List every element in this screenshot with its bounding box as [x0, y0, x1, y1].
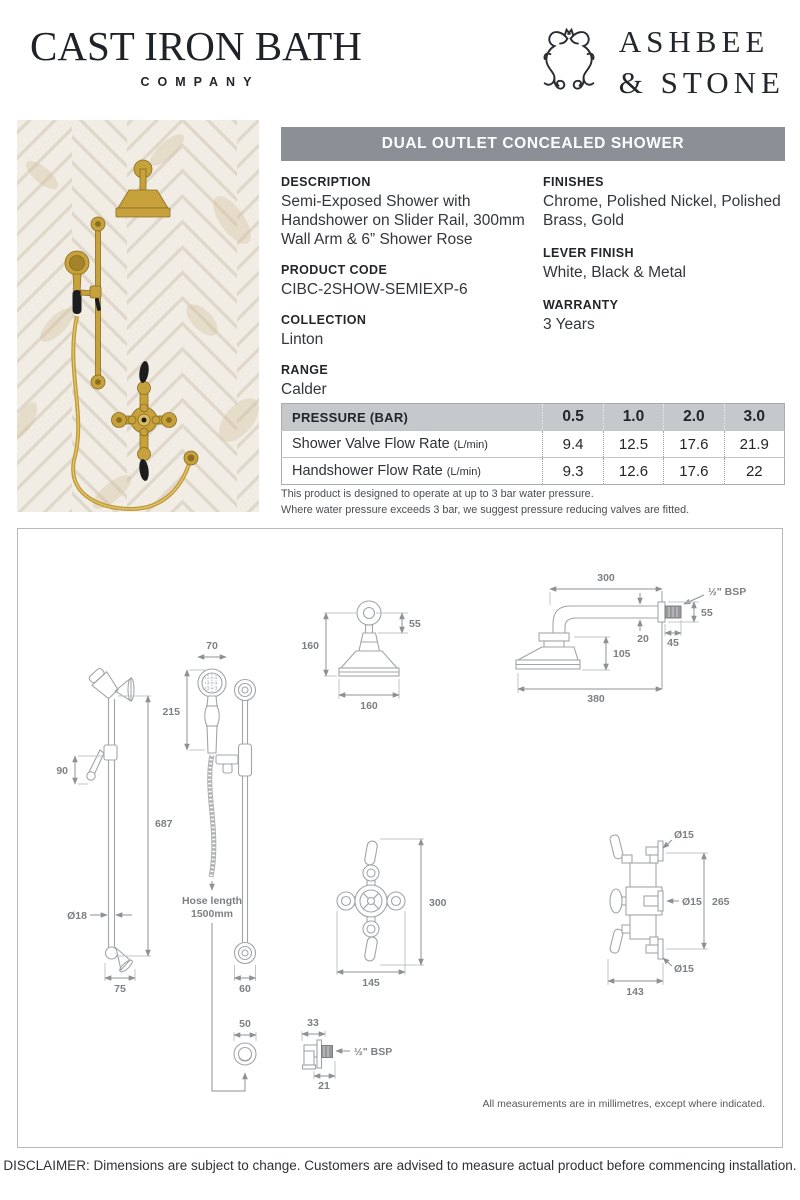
seahorse-logo-icon — [535, 25, 603, 101]
svg-text:143: 143 — [626, 986, 644, 998]
brand-left-title: CAST IRON BATH — [30, 23, 362, 69]
svg-text:Hose length: Hose length — [181, 895, 243, 907]
brand-right-wordmark — [619, 22, 785, 104]
svg-text:90: 90 — [56, 765, 68, 777]
svg-text:20: 20 — [637, 633, 649, 645]
svg-text:1500mm: 1500mm — [190, 908, 234, 920]
svg-text:45: 45 — [667, 637, 679, 649]
pressure-note: This product is designed to operate at up to 3 bar water pressure. Where water pressure exceeds 3 bar, we suggest pressure reducing valves are fitted. — [281, 488, 690, 517]
field-warranty: WARRANTY 3 Years — [543, 297, 619, 333]
drawing-rose-side — [516, 572, 746, 705]
pressure-table — [281, 403, 785, 485]
measurements-note: All measurements are in millimetres, except where indicated. — [482, 1098, 765, 1110]
brand-left-subtitle: COMPANY — [140, 75, 260, 89]
drawing-valve-front — [337, 839, 447, 989]
svg-text:Ø15: Ø15 — [674, 963, 694, 975]
svg-text:21: 21 — [318, 1080, 330, 1092]
svg-text:160: 160 — [360, 700, 378, 712]
product-title-bar — [281, 127, 785, 161]
disclaimer: DISCLAIMER: Dimensions are subject to change. Customers are advised to measure actual product before commencing installation. — [3, 1158, 797, 1173]
svg-text:687: 687 — [155, 818, 173, 830]
svg-text:300: 300 — [597, 572, 615, 584]
field-finishes: FINISHES Chrome, Polished Nickel, Polished Brass, Gold — [543, 175, 781, 229]
svg-text:75: 75 — [114, 983, 126, 995]
table-row-handshower: Handshower Flow Rate (L/min) 9.3 12.6 17.6 22 — [282, 458, 785, 485]
brand-right-line2: & STONE — [618, 64, 785, 100]
svg-text:60: 60 — [239, 983, 251, 995]
technical-drawings — [18, 529, 782, 1147]
svg-text:160: 160 — [301, 640, 319, 652]
drawing-rail-side — [56, 666, 172, 995]
product-photo — [17, 120, 259, 512]
product-photo-image — [17, 120, 259, 512]
details-right-column — [543, 175, 785, 412]
field-lever-finish: LEVER FINISH White, Black & Metal — [543, 245, 686, 281]
pressure-header: PRESSURE (BAR) — [282, 404, 543, 431]
details-left-column — [281, 175, 543, 412]
field-product-code: PRODUCT CODE CIBC-2SHOW-SEMIEXP-6 — [281, 262, 468, 298]
brand-ashbee-stone — [535, 22, 785, 104]
drawing-rail-front — [162, 640, 392, 1092]
svg-text:265: 265 — [712, 896, 730, 908]
svg-text:70: 70 — [206, 640, 218, 652]
drawing-elbow-outlet — [302, 1017, 392, 1092]
product-title: DUAL OUTLET CONCEALED SHOWER — [381, 135, 685, 152]
drawing-valve-side — [608, 829, 730, 998]
svg-text:300: 300 — [429, 897, 447, 909]
svg-text:Ø18: Ø18 — [67, 910, 87, 922]
svg-text:½" BSP: ½" BSP — [354, 1046, 393, 1058]
svg-text:105: 105 — [613, 648, 631, 660]
svg-text:33: 33 — [307, 1017, 319, 1029]
field-description: DESCRIPTION Semi-Exposed Shower with Handshower on Slider Rail, 300mm Wall Arm & 6” Shower Rose — [281, 175, 525, 248]
brand-right-line1: ASHBEE — [618, 24, 770, 59]
svg-text:145: 145 — [362, 977, 380, 989]
field-collection: COLLECTION Linton — [281, 312, 367, 348]
svg-text:50: 50 — [239, 1018, 251, 1030]
pressure-table-header-row: PRESSURE (BAR) 0.5 1.0 2.0 3.0 — [282, 404, 785, 431]
field-range: RANGE Calder — [281, 362, 329, 398]
drawing-rose-front — [301, 601, 420, 712]
table-row-shower-valve: Shower Valve Flow Rate (L/min) 9.4 12.5 17.6 21.9 — [282, 431, 785, 458]
svg-text:½" BSP: ½" BSP — [708, 586, 747, 598]
product-details — [281, 120, 785, 520]
brand-cast-iron-bath — [30, 23, 362, 89]
svg-text:Ø15: Ø15 — [674, 829, 694, 841]
technical-drawings-panel — [17, 528, 783, 1148]
svg-text:Ø15: Ø15 — [682, 896, 702, 908]
svg-text:215: 215 — [162, 706, 180, 718]
svg-text:55: 55 — [409, 618, 421, 630]
svg-text:55: 55 — [701, 607, 713, 619]
svg-text:380: 380 — [587, 693, 605, 705]
